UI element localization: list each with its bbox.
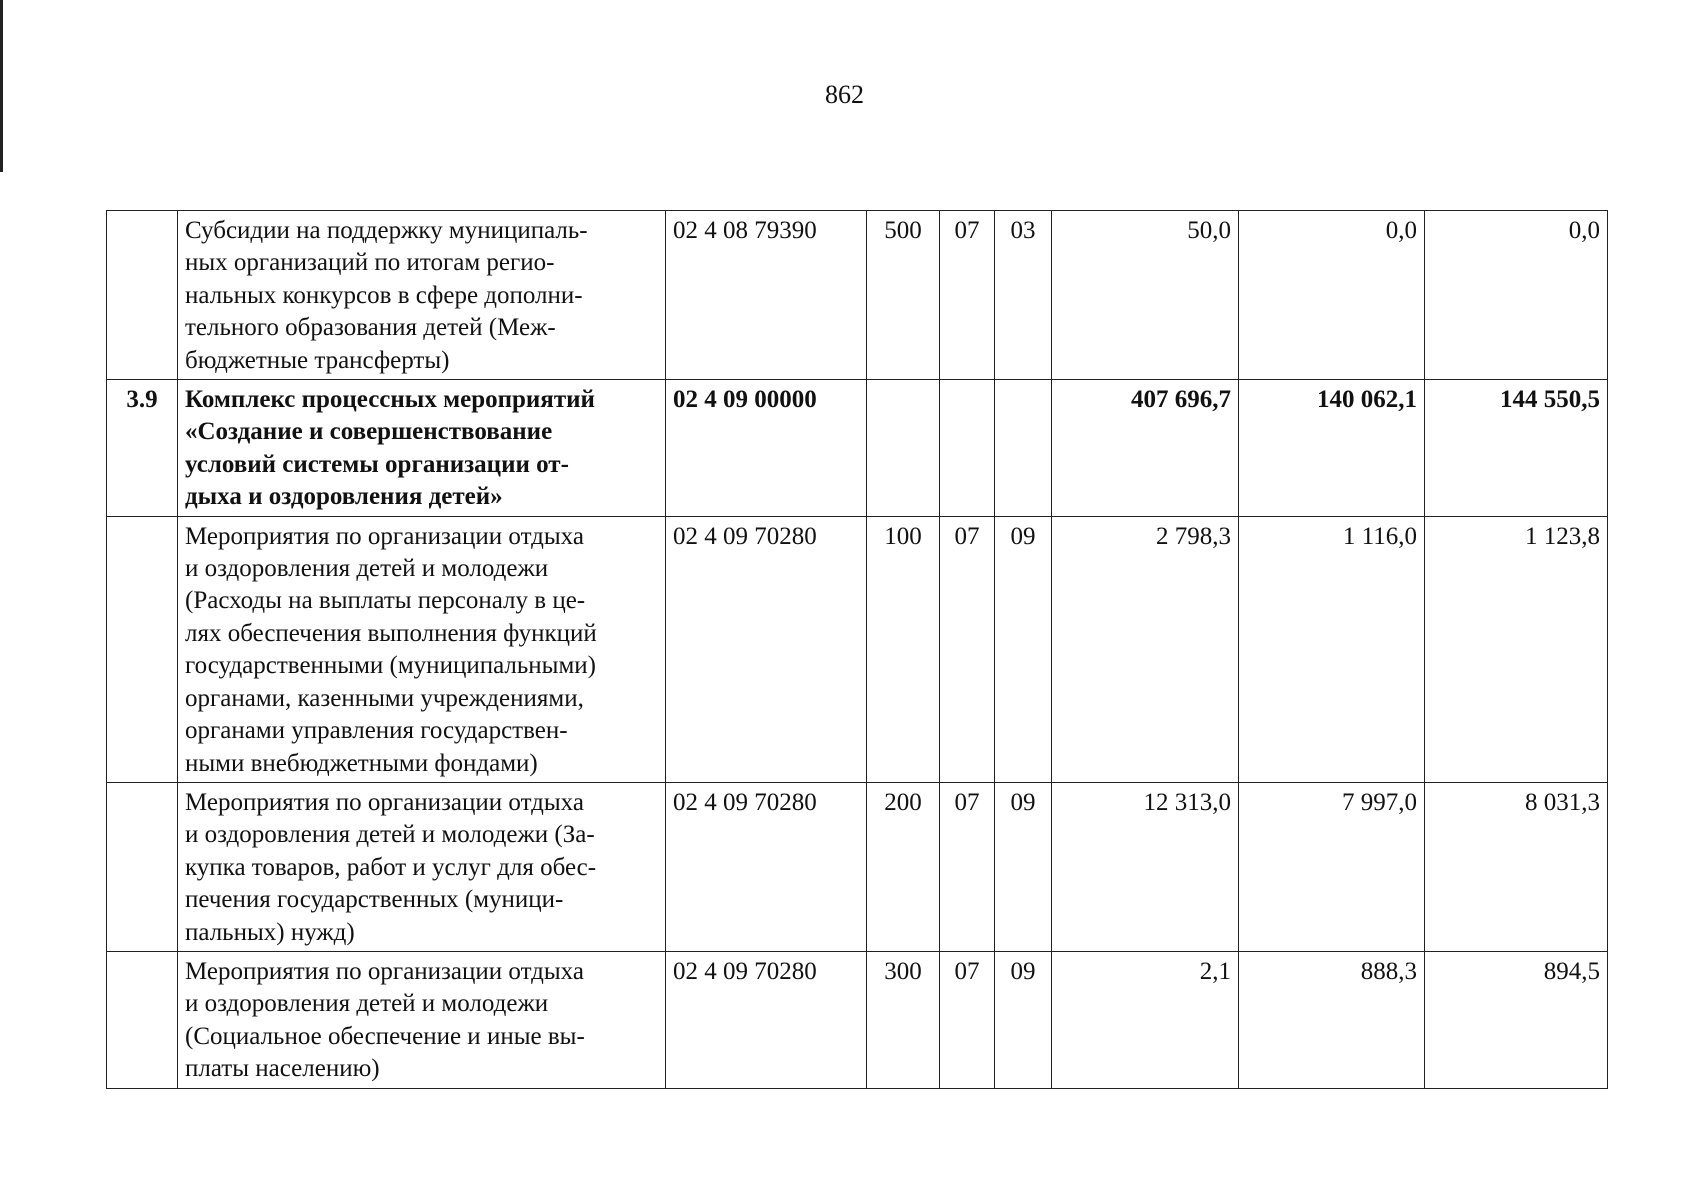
amount-year-3-cell: 1 123,8 [1425, 516, 1608, 782]
description-line: и оздоровления детей и молодежи [185, 555, 549, 583]
description-line: Мероприятия по организации отдыха [185, 957, 584, 985]
expense-type-cell [867, 380, 940, 517]
row-number-cell [107, 516, 178, 782]
expense-type-cell: 500 [867, 211, 940, 380]
row-number-cell [107, 211, 178, 380]
amount-year-3-cell: 0,0 [1425, 211, 1608, 380]
amount-year-1-cell: 50,0 [1052, 211, 1239, 380]
budget-table [106, 210, 1608, 1089]
target-article-code-cell: 02 4 09 70280 [666, 516, 867, 782]
table-row [107, 782, 1608, 951]
target-article-code-cell: 02 4 09 00000 [666, 380, 867, 517]
amount-year-1-cell: 407 696,7 [1052, 380, 1239, 517]
description-line: (Социальное обеспечение и иные вы- [185, 1022, 585, 1050]
table-row [107, 516, 1608, 782]
target-article-code-cell: 02 4 09 70280 [666, 951, 867, 1088]
description-line: лях обеспечения выполнения функций [185, 619, 597, 647]
description-line: государственными (муниципальными) [185, 652, 596, 680]
amount-year-2-cell: 888,3 [1239, 951, 1425, 1088]
description-line: бюджетные трансферты) [185, 346, 450, 374]
table-row [107, 211, 1608, 380]
description-line: Субсидии на поддержку муниципаль- [185, 217, 588, 244]
amount-year-1-cell: 2,1 [1052, 951, 1239, 1088]
description-line: тельного образования детей (Меж- [185, 314, 556, 342]
section-cell: 07 [940, 211, 995, 380]
description-line: купка товаров, работ и услуг для обес- [185, 853, 597, 881]
description-line: нальных конкурсов в сфере дополни- [185, 281, 583, 309]
description-line: и оздоровления детей и молодежи [185, 990, 549, 1018]
description-cell [178, 782, 666, 951]
description-line: Комплекс процессных мероприятий [185, 386, 595, 414]
amount-year-3-cell: 8 031,3 [1425, 782, 1608, 951]
description-line: органами, казенными учреждениями, [185, 684, 584, 712]
description-cell [178, 380, 666, 517]
subsection-cell: 09 [995, 951, 1052, 1088]
section-cell: 07 [940, 516, 995, 782]
description-line: ных организаций по итогам регио- [185, 249, 555, 277]
target-article-code-cell: 02 4 09 70280 [666, 782, 867, 951]
description-line: органами управления государствен- [185, 717, 568, 745]
row-number-cell: 3.9 [107, 380, 178, 517]
description-cell [178, 516, 666, 782]
description-line: «Создание и совершенствование [185, 418, 553, 446]
subsection-cell [995, 380, 1052, 517]
description-line: пальных) нужд) [185, 918, 355, 946]
table-body [107, 211, 1608, 1089]
target-article-code-cell: 02 4 08 79390 [666, 211, 867, 380]
subsection-cell: 09 [995, 516, 1052, 782]
amount-year-2-cell: 0,0 [1239, 211, 1425, 380]
row-number-cell [107, 782, 178, 951]
description-line: Мероприятия по организации отдыха [185, 788, 584, 816]
amount-year-2-cell: 1 116,0 [1239, 516, 1425, 782]
section-cell: 07 [940, 782, 995, 951]
amount-year-3-cell: 894,5 [1425, 951, 1608, 1088]
table-row [107, 380, 1608, 517]
table-row [107, 951, 1608, 1088]
amount-year-1-cell: 12 313,0 [1052, 782, 1239, 951]
description-line: (Расходы на выплаты персоналу в це- [185, 587, 586, 615]
subsection-cell: 03 [995, 211, 1052, 380]
amount-year-2-cell: 140 062,1 [1239, 380, 1425, 517]
subsection-cell: 09 [995, 782, 1052, 951]
description-line: условий системы организации от- [185, 450, 569, 478]
description-line: платы населению) [185, 1055, 380, 1083]
page-number: 862 [825, 80, 864, 109]
description-line: дыха и оздоровления детей» [185, 483, 503, 511]
description-line: и оздоровления детей и молодежи (За- [185, 821, 595, 849]
section-cell [940, 380, 995, 517]
description-cell [178, 211, 666, 380]
description-line: ными внебюджетными фондами) [185, 749, 538, 777]
expense-type-cell: 200 [867, 782, 940, 951]
amount-year-1-cell: 2 798,3 [1052, 516, 1239, 782]
amount-year-3-cell: 144 550,5 [1425, 380, 1608, 517]
description-line: печения государственных (муници- [185, 886, 564, 914]
amount-year-2-cell: 7 997,0 [1239, 782, 1425, 951]
section-cell: 07 [940, 951, 995, 1088]
description-line: Мероприятия по организации отдыха [185, 522, 584, 550]
row-number-cell [107, 951, 178, 1088]
expense-type-cell: 100 [867, 516, 940, 782]
expense-type-cell: 300 [867, 951, 940, 1088]
description-cell [178, 951, 666, 1088]
